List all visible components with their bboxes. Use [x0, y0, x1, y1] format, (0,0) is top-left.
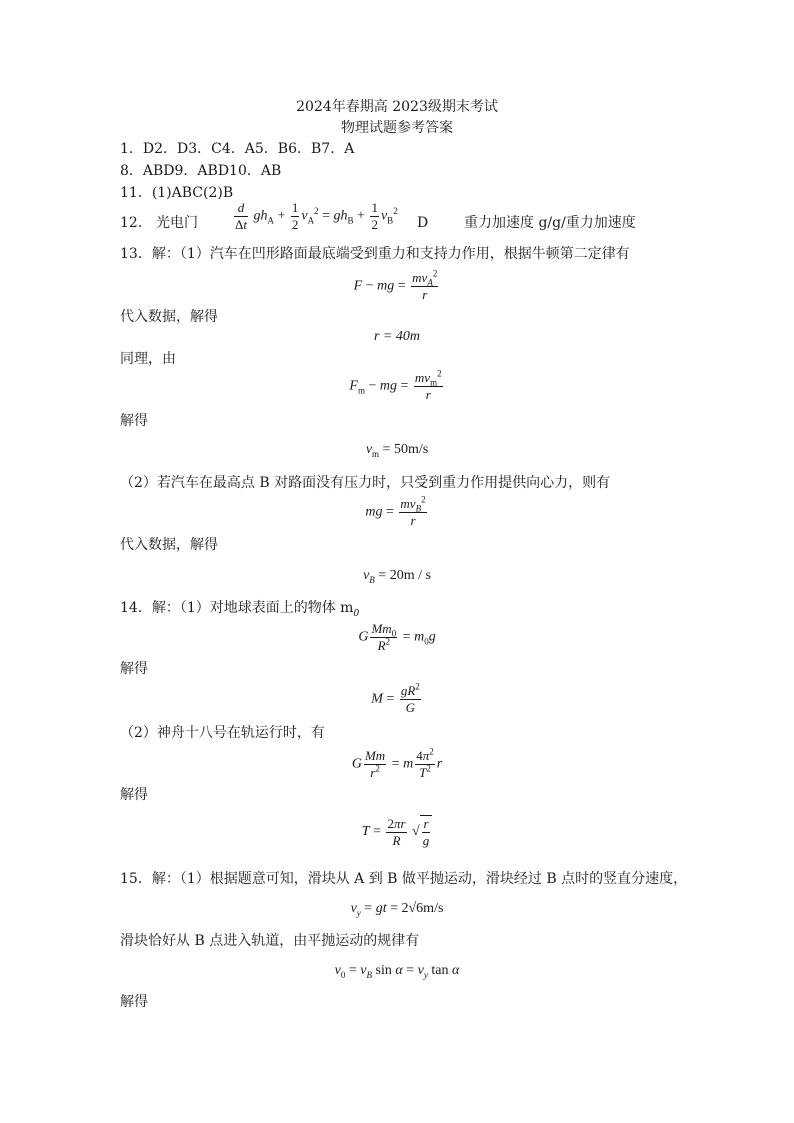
q13-substitute-2: 代入数据，解得	[120, 537, 218, 553]
q15-text-2: 滑块恰好从 B 点进入轨道，由平抛运动的规律有	[120, 933, 420, 949]
q15-solve: 解得	[120, 994, 148, 1010]
q13-equation-2: $F_m$ − mg = $\frac{mv_m^2}{r}$	[349, 368, 442, 402]
q13-equation-1: F − mg = $\frac{mv_A^2}{r}$	[353, 268, 438, 302]
q14-mass-result: M = $\frac{gR^2}{G}$	[371, 681, 420, 715]
vm-value: 50m/s	[393, 442, 429, 457]
q12-answer-3: D	[417, 215, 429, 231]
q14-solve-2: 解得	[120, 787, 148, 803]
answers-1-7: 1．D2．D3．C4．A5．B6．B7．A	[120, 141, 355, 157]
vb-value: 20m / s	[389, 568, 431, 583]
q14-part2: （2）神舟十八号在轨运行时，有	[120, 725, 325, 741]
q12-answer-2-formula: $\frac{d}{\Delta t}$ $gh_A$ + $\frac{1}{2}$ $v_A^2 = gh_B$ + $\frac{1}{2}$ $v_B^2$	[235, 200, 398, 232]
q12-answer-4: 重力加速度 g/g/重力加速度	[464, 215, 636, 231]
q13-equation-3: mg = $\frac{mv_B^2}{r}$	[365, 494, 426, 528]
exam-title: 2024年春期高 2023级期末考试	[296, 99, 498, 115]
q15-vy-result: $v_y$ = gt = 2√6m/s	[350, 901, 444, 918]
answers-11: 11．(1)ABC(2)B	[120, 185, 234, 201]
q13-vm-result: $v_m = 50m/s$	[365, 442, 429, 459]
q12-answer-1: 光电门	[156, 215, 198, 231]
exam-subtitle: 物理试题参考答案	[341, 120, 453, 136]
q13-part2: （2）若汽车在最高点 B 对路面没有压力时，只受到重力作用提供向心力，则有	[120, 475, 611, 491]
q13-r-result	[0, 328, 794, 346]
r-value: r = 40m	[373, 329, 420, 344]
q13-solve-1: 解得	[120, 413, 148, 429]
q13-vb-result: $v_B = 20m / s$	[363, 568, 431, 585]
q14-solve-1: 解得	[120, 661, 148, 677]
q13-similar: 同理，由	[120, 351, 176, 367]
q13-substitute-1: 代入数据，解得	[120, 309, 218, 325]
q12-number: 12．	[120, 215, 152, 231]
q15-equation-1: $v_0 = v_B$ $\sin \alpha = v_y$ tan α	[334, 963, 460, 980]
q14-equation-2: G $\frac{Mm}{r^2}$ = m $\frac{4\pi^2}{T^2}$ r	[351, 746, 443, 780]
q14-equation-1: G $\frac{Mm_0}{R^2}$ = $m_0g$	[358, 621, 436, 653]
vy-value: 2√6m/s	[401, 901, 444, 916]
q14-intro: 14．解：（1）对地球表面上的物体 $m_0$	[120, 600, 360, 619]
q15-intro: 15．解：（1）根据题意可知，滑块从 A 到 B 做平抛运动，滑块经过 B 点时的竖直分速度，	[120, 871, 688, 887]
answers-8-10: 8．ABD9．ABD10．AB	[120, 163, 282, 179]
q13-intro: 13．解：（1）汽车在凹形路面最底端受到重力和支持力作用，根据牛顿第二定律有	[120, 246, 630, 262]
q14-period-result: T = $\frac{2\pi r}{R}$ √ $\frac{r}{g}$	[0, 815, 794, 849]
